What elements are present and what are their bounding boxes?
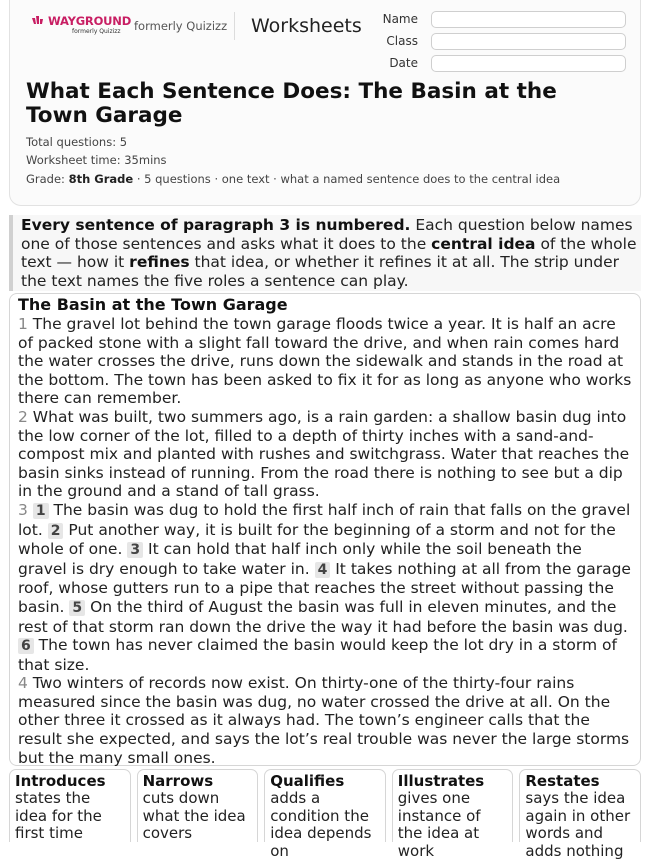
sentence-number-badge: 4	[315, 562, 331, 578]
role-card-narrows	[137, 769, 259, 842]
paragraph-1	[18, 315, 632, 408]
instructions-bold-2: central idea	[431, 234, 536, 253]
role-description: gives one instance of the idea at work	[397, 789, 481, 860]
name-field[interactable]	[431, 11, 626, 28]
role-description: adds a condition the idea depends on	[270, 789, 372, 860]
sentence-text: Put another way, it is built for the beginning of a storm and not for the whole of one.	[18, 520, 616, 559]
logo-text: WAYGROUND	[48, 14, 132, 28]
role-name: Restates	[525, 772, 600, 790]
role-card-illustrates	[392, 769, 514, 860]
reading-passage	[9, 293, 641, 766]
grade-value: 8th Grade	[68, 172, 134, 186]
instructions-bold-3: refines	[129, 253, 190, 272]
role-description: states the idea for the first time	[15, 789, 102, 842]
sentence-number-badge: 1	[33, 503, 49, 519]
grade-line	[26, 172, 560, 186]
role-name: Qualifies	[270, 772, 345, 790]
sentence-text: The basin was dug to hold the first half inch of rain that falls on the gravel lot.	[18, 500, 631, 539]
paragraph-2	[18, 408, 632, 501]
paragraph-4	[18, 674, 632, 767]
instructions-text-2: of the whole text — how it	[21, 234, 637, 272]
role-name: Illustrates	[397, 772, 485, 790]
role-card-introduces	[9, 769, 131, 842]
logo-subtext: formerly Quizizz	[72, 28, 121, 35]
paragraph-number: 3	[18, 500, 28, 519]
roles-strip	[9, 769, 641, 860]
logo-wordmark	[32, 14, 132, 28]
paragraph-number: 2	[18, 407, 28, 426]
header-divider	[234, 12, 235, 40]
role-description: cuts down what the idea covers	[142, 789, 246, 842]
role-name: Narrows	[142, 772, 214, 790]
paragraph-3	[18, 501, 632, 674]
sentence-number-badge: 5	[69, 600, 85, 616]
sentence-text: The town has never claimed the basin would keep the lot dry in a storm of that size.	[18, 636, 617, 674]
worksheet-time: Worksheet time: 35mins	[26, 153, 167, 167]
instructions-box	[9, 215, 641, 291]
date-field[interactable]	[431, 55, 626, 72]
worksheet-header	[9, 0, 641, 206]
role-description: says the idea again in other words and adds nothing	[525, 789, 631, 860]
role-card-restates	[519, 769, 641, 860]
paragraph-number: 4	[18, 674, 28, 693]
wayground-logo	[32, 14, 132, 38]
name-label: Name	[382, 12, 418, 26]
sentence-number-badge: 6	[18, 638, 34, 654]
formerly-label: formerly Quizizz	[134, 19, 228, 33]
sentence-text: It can hold that half inch only while the soil beneath the gravel is dry enough to take water in.	[18, 540, 582, 578]
passage-title: The Basin at the Town Garage	[18, 295, 288, 314]
paragraph-number: 1	[18, 315, 28, 333]
total-questions: Total questions: 5	[26, 135, 128, 149]
sentence-number-badge: 2	[48, 523, 64, 539]
sentence-number-badge: 3	[127, 542, 143, 558]
sentence-text: On the third of August the basin was full in eleven minutes, and the rest of that storm ran down the drive the way it had before the basin was dug.	[18, 597, 628, 636]
worksheets-label: Worksheets	[251, 15, 362, 37]
grade-details: · 5 questions · one text · what a named sentence does to the central idea	[133, 172, 561, 186]
sentence-text: It takes nothing at all from the garage roof, whose gutters run to a pipe that reaches the street without passing the basin.	[18, 559, 631, 616]
grade-prefix: Grade:	[26, 172, 69, 186]
paragraph-text: The gravel lot behind the town garage floods twice a year. It is half an acre of packed stone with a slight fall toward the drive, and when rain comes hard the water crosses the drive, runs down the sidewalk and stands in the road at the bottom. The town has been asked to fix it for as long as anyone who works there can remember.	[18, 315, 632, 408]
instructions-text-1: Each question below names one of those sentences and asks what it does to the	[21, 216, 633, 253]
class-label: Class	[386, 34, 418, 48]
logo-mark-icon	[32, 16, 46, 26]
instructions-bold-1: Every sentence of paragraph 3 is numbered.	[21, 216, 411, 234]
class-field[interactable]	[431, 33, 626, 50]
paragraph-text: Two winters of records now exist. On thirty-one of the thirty-four rains measured since the basin was dug, no water crossed the drive at all. On the other three it crossed as it always had. The town’s engineer calls that the result she expected, and says the lot’s real trouble was never the large storms but the many small ones.	[18, 674, 630, 767]
worksheet-title: What Each Sentence Does: The Basin at the Town Garage	[26, 79, 557, 128]
paragraph-text: What was built, two summers ago, is a rain garden: a shallow basin dug into the low corner of the lot, filled to a depth of thirty inches with a sand-and-compost mix and planted with rushes and switchgrass. Water that reaches the basin sinks instead of running. From the road there is nothing to see but a dip in the ground and a stand of tall grass.	[18, 407, 630, 501]
role-name: Introduces	[15, 772, 106, 790]
role-card-qualifies	[264, 769, 386, 860]
instructions-text-3: that idea, or whether it refines it at all. The strip under the text names the five roles a sentence can play.	[21, 253, 620, 290]
date-label: Date	[389, 56, 418, 70]
